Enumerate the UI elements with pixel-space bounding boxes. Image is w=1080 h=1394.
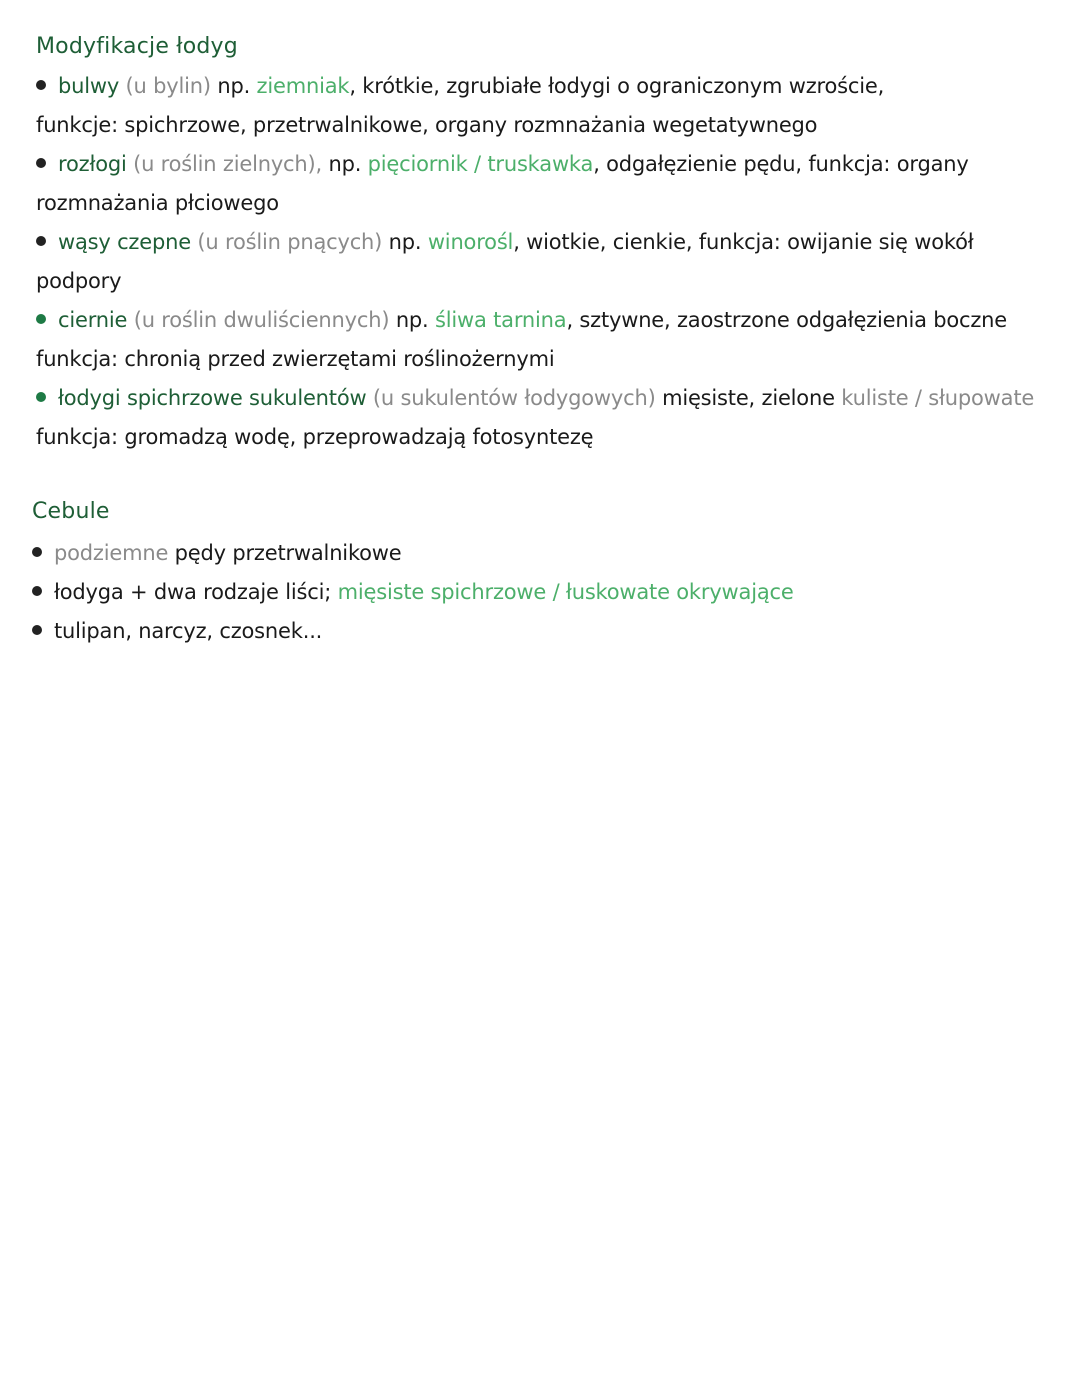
- list-item-cebule-1: [32, 538, 402, 568]
- term-bulwy: bulwy: [58, 74, 120, 98]
- list-item-cebule-2: [32, 577, 794, 607]
- bullet-icon: [32, 547, 42, 557]
- section-title-cebule: Cebule: [32, 499, 110, 524]
- list-item-rozlogi: [36, 149, 969, 179]
- list-item-cebule-3: [32, 616, 322, 646]
- example-bulwy: ziemniak: [256, 74, 350, 98]
- list-item-bulwy: [36, 71, 884, 101]
- desc-wasy: , wiotkie, cienkie, funkcja: owijanie się wokół: [513, 230, 974, 254]
- bullet-icon: [36, 392, 46, 402]
- bullet-icon: [36, 236, 46, 246]
- bullet-icon: [36, 158, 46, 168]
- example-wasy: winorośl: [427, 230, 514, 254]
- desc-sukulenty: mięsiste, zielone: [662, 386, 842, 410]
- context-rozlogi: (u roślin zielnych),: [126, 152, 329, 176]
- line2-wasy: podpory: [36, 269, 122, 293]
- line2-rozlogi: rozmnażania płciowego: [36, 191, 279, 215]
- line2-ciernie: funkcja: chronią przed zwierzętami roślinożernymi: [36, 347, 555, 371]
- list-item-sukulenty: [36, 383, 1034, 413]
- line2-bulwy: funkcje: spichrzowe, przetrwalnikowe, organy rozmnażania wegetatywnego: [36, 113, 818, 137]
- context-ciernie: (u roślin dwuliściennych): [127, 308, 396, 332]
- example-rozlogi: pięciornik / truskawka: [367, 152, 594, 176]
- cebule-rodzaje-lisci: mięsiste spichrzowe / łuskowate okrywające: [337, 580, 794, 604]
- cebule-przyklady: tulipan, narcyz, czosnek...: [54, 619, 323, 643]
- cebule-podziemne: podziemne: [54, 541, 169, 565]
- term-sukulenty: łodygi spichrzowe sukulentów: [58, 386, 367, 410]
- shape-sukulenty: kuliste / słupowate: [841, 386, 1035, 410]
- np-ciernie: np.: [395, 308, 436, 332]
- list-item-ciernie: [36, 305, 1007, 335]
- line2-sukulenty: funkcja: gromadzą wodę, przeprowadzają fotosyntezę: [36, 425, 594, 449]
- cebule-lodyga-liscie: łodyga + dwa rodzaje liści;: [54, 580, 338, 604]
- np-wasy: np.: [388, 230, 428, 254]
- desc-rozlogi: , odgałęzienie pędu, funkcja: organy: [593, 152, 969, 176]
- term-rozlogi: rozłogi: [58, 152, 127, 176]
- bullet-icon: [32, 586, 42, 596]
- desc-ciernie: , sztywne, zaostrzone odgałęzienia boczne: [566, 308, 1007, 332]
- np-bulwy: np.: [217, 74, 257, 98]
- section-title-modyfikacje: Modyfikacje łodyg: [36, 34, 238, 59]
- context-bulwy: (u bylin): [119, 74, 218, 98]
- list-item-wasy: [36, 227, 973, 257]
- term-wasy: wąsy czepne: [58, 230, 191, 254]
- cebule-przetrwalnikowe: przetrwalnikowe: [232, 541, 402, 565]
- np-rozlogi: np.: [328, 152, 368, 176]
- bullet-icon: [36, 80, 46, 90]
- bullet-icon: [36, 314, 46, 324]
- term-ciernie: ciernie: [58, 308, 128, 332]
- bullet-icon: [32, 625, 42, 635]
- context-wasy: (u roślin pnących): [190, 230, 389, 254]
- example-ciernie: śliwa tarnina: [435, 308, 567, 332]
- cebule-pedy: pędy: [168, 541, 233, 565]
- context-sukulenty: (u sukulentów łodygowych): [366, 386, 663, 410]
- desc-bulwy: , krótkie, zgrubiałe łodygi o ograniczonym wzroście,: [349, 74, 885, 98]
